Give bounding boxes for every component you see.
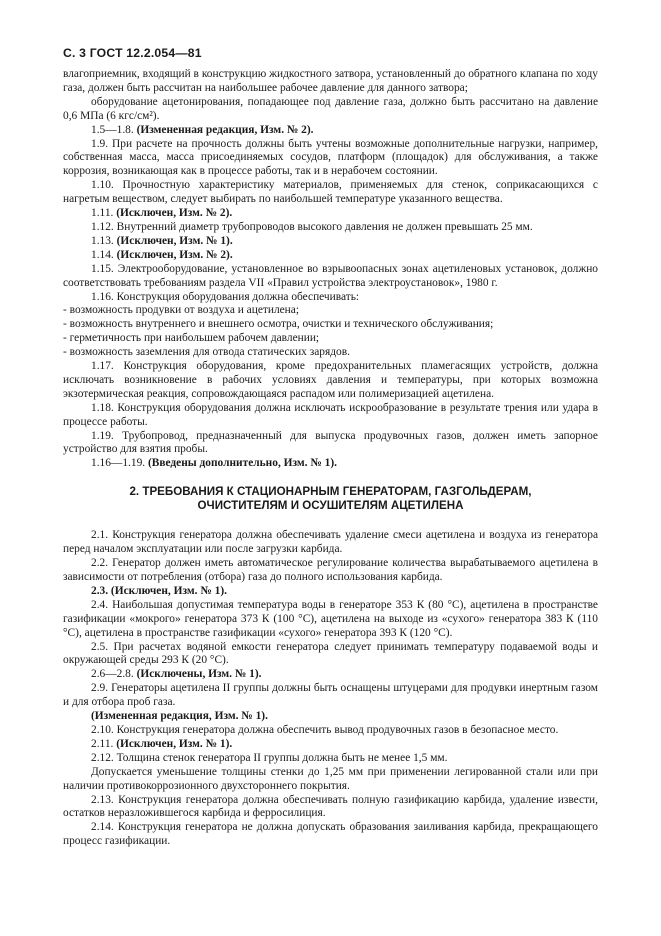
section-title: 2. ТРЕБОВАНИЯ К СТАЦИОНАРНЫМ ГЕНЕРАТОРАМ, ГАЗГОЛЬДЕРАМ, ОЧИСТИТЕЛЯМ И ОСУШИТЕЛЯМ АЦЕТИЛЕНА xyxy=(129,485,532,513)
amendment-note: (Измененная редакция, Изм. № 1). xyxy=(91,710,268,723)
paragraph: 1.12. Внутренний диаметр трубопроводов высокого давления не должен превышать 25 мм. xyxy=(91,220,533,233)
paragraph: 1.16. Конструкция оборудования должна обеспечивать: xyxy=(91,290,360,303)
paragraph: 1.17. Конструкция оборудования, кроме предохранительных пламегасящих устройств, должна исключать возникновение в рабочих условиях давления и температуры, при которых возможна экзотермическая реакция, сопровождающаяся распадом или полимеризацией ацетилена. xyxy=(63,360,598,400)
amendment-note: 1.14. (Исключен, Изм. № 2). xyxy=(91,248,233,261)
paragraph: 1.9. При расчете на прочность должны быть учтены возможные дополнительные нагрузки, например, собственная масса, масса присоединяемых сосудов, платформ (площадок) для обслуживания, а также коррозия, возникающая как в процессе работы, так и в нерабочем состоянии. xyxy=(63,137,598,178)
paragraph: влагоприемник, входящий в конструкцию жидкостного затвора, установленный до обратного клапана по ходу газа, должен быть рассчитан на наибольшее рабочее давление для данного затвора; xyxy=(63,68,598,94)
amendment-note: 1.11. (Исключен, Изм. № 2). xyxy=(91,207,233,220)
paragraph: 2.9. Генераторы ацетилена II группы должны быть оснащены штуцерами для продувки инертным газом и для отбора проб газа. xyxy=(63,682,598,709)
paragraph: 2.4. Наибольшая допустимая температура воды в генераторе 353 К (80 °С), ацетилена в пространстве газификации «мокрого» генератора 373 К (100 °С), ацетилена на выходе из «сухого» генератора 383 К (110 °С), ацетилена в пространстве газификации «сухого» генератора 393 К (120 °С). xyxy=(63,598,598,639)
list-item: - возможность продувки от воздуха и ацетилена; xyxy=(63,304,299,317)
paragraph: 2.2. Генератор должен иметь автоматическое регулирование количества вырабатываемого ацетилена в зависимости от потребления (отбора) газа до полного использования карбида. xyxy=(63,557,598,583)
paragraph: оборудование ацетонирования, попадающее под давление газа, должно быть рассчитано на давление 0,6 МПа (6 кгс/см²). xyxy=(63,95,598,122)
page-header: С. 3 ГОСТ 12.2.054—81 xyxy=(63,46,202,60)
paragraph: 2.1. Конструкция генератора должна обеспечивать удаление смеси ацетилена и воздуха из генератора перед началом эксплуатации или после загрузки карбида. xyxy=(63,529,598,556)
paragraph: 2.10. Конструкция генератора должна обеспечить вывод продувочных газов в безопасное место. xyxy=(91,723,559,736)
document-body xyxy=(63,68,598,849)
paragraph: 2.5. При расчетах водяной емкости генератора следует принимать температуру подаваемой воды и окружающей среды 293 К (20 °С). xyxy=(63,640,598,667)
list-item: - герметичность при наибольшем рабочем давлении; xyxy=(63,332,320,345)
amendment-note: 1.13. (Исключен, Изм. № 1). xyxy=(91,234,233,247)
list-item: - возможность внутреннего и внешнего осмотра, очистки и технического обслуживания; xyxy=(63,318,494,331)
amendment-note: 2.3. (Исключен, Изм. № 1). xyxy=(91,584,227,597)
paragraph: 1.10. Прочностную характеристику материалов, применяемых для стенок, соприкасающихся с нагретым веществом, следует выбирать по наибольшей температуре указанного вещества. xyxy=(63,179,598,206)
amendment-note: 2.11. (Исключен, Изм. № 1). xyxy=(91,737,233,750)
paragraph: Допускается уменьшение толщины стенки до 1,25 мм при применении легированной стали или при наличии противокоррозионного двухстороннего покрытия. xyxy=(63,765,598,792)
paragraph: 2.13. Конструкция генератора должна обеспечивать полную газификацию карбида, удаление извести, остатков неразложившегося карбида и ферросилиция. xyxy=(63,793,598,820)
paragraph: 1.18. Конструкция оборудования должна исключать искрообразование в результате трения или удара в процессе работы. xyxy=(63,401,598,428)
amendment-note: 1.16—1.19. (Введены дополнительно, Изм. № 1). xyxy=(91,457,337,470)
paragraph: 2.12. Толщина стенок генератора II группы должна быть не менее 1,5 мм. xyxy=(91,751,448,764)
paragraph: 2.14. Конструкция генератора не должна допускать образования заиливания карбида, прекращающего процесс газификации. xyxy=(63,821,598,848)
amendment-note: 1.5—1.8. (Измененная редакция, Изм. № 2). xyxy=(91,123,314,136)
paragraph: 1.19. Трубопровод, предназначенный для выпуска продувочных газов, должен иметь запорное устройство для взятия пробы. xyxy=(63,429,598,456)
amendment-note: 2.6—2.8. (Исключены, Изм. № 1). xyxy=(91,668,262,681)
paragraph: 1.15. Электрооборудование, установленное во взрывоопасных зонах ацетиленовых установок, должно соответствовать требованиям раздела VII «Правил устройства электроустановок», 1980 г. xyxy=(63,262,598,289)
list-item: - возможность заземления для отвода статических зарядов. xyxy=(63,346,350,359)
